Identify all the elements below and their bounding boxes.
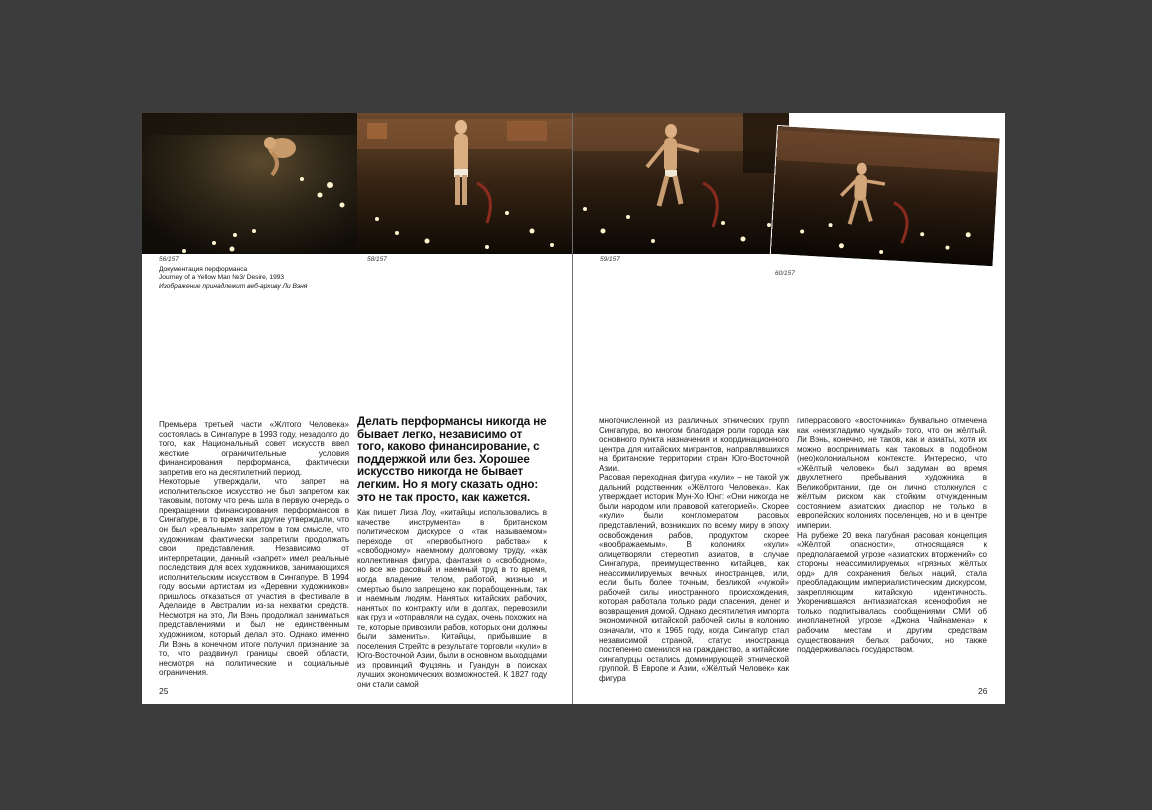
paragraph: Расовая переходная фигура «кули» – не такой уж дальний родственник «Жёлтого Человека». Как утверждает историк Мун-Хо Юнг: «Они никогда не были народом или правовой категорией». Скорее «кули» были конгломератом расовых представлений, возникших по всему миру в эпоху освобождения рабов, продуктом скорее «воображаемым». В колониях «кули» олицетворяли стереотип азиатов, в случае Сингапура, преимущественно китайцев, как неассимилируемых вечных иностранцев, или, если быть более точным, безликой «чужой» рабочей силы иностранного происхождения, которая работала только ради спасения, денег и возвращения домой. Однако десятилетия импорта экономичной китайской рабочей силы в колонию означали, что к 1965 году, когда Сингапур стал независимой страной, статус иностранца постепенно сменился на гражданство, а китайские сингапурцы остались доминирующей этнической группой. В Европе и Азии, «Жёлтый Человек» как фигура: [599, 473, 789, 683]
right-column-2: [797, 416, 987, 655]
paragraph: Премьера третьей части «Жлтого Человека» состоялась в Сингапуре в 1993 году, незадолго до того, как Национальный совет искусств ввел жесткие ограничительные условия финансирования перформанса, фактически запретив его на десятилетний период.: [159, 420, 349, 477]
performance-photo-2: [357, 113, 573, 254]
photo-number-2: 58/157: [367, 256, 387, 263]
photo-caption: [159, 266, 359, 291]
photo-number-4: 60/157: [775, 270, 795, 277]
performance-photo-1: [142, 113, 357, 254]
paragraph: Как пишет Лиза Лоу, «китайцы использовались в качестве инструмента» в британском политическом дискурсе о «так называемом» переходе от «первобытного рабства» к «свободному» наемному долговому труду, «как коллективная фигура, фантазия о «свободном», но все же расовый и наемный труд в то время, когда владение телом, работой, жизнью и смертью было запрещено как порабощенным, так и наемным людям. Нанятых китайских рабочих, нанятых по контракту или в долгах, перевозили как груз и «отправляли на судах, очень похожих на те, которые привозили рабов, которых они должны были заменить». Китайцы, прибывшие в поселения Стрейтс в результате торговли «кули» в Юго-Восточной Азии, были в основном выходцами из провинций Фуцзянь и Гуандун в поисках лучших экономических возможностей. К 1827 году они стали самой: [357, 508, 547, 689]
paragraph: Некоторые утверждали, что запрет на исполнительское искусство не был запретом как таковым, потому что речь шла в первую очередь о прекращении финансирования перформансов в Сингапуре, в то время как другие утверждали, что он был «реальным» запретом в том смысле, что художникам фактически запретили продолжать свои представления. Независимо от интерпретации, данный «запрет» имел реальные последствия для всех художников, занимающихся исполнительским искусством в Сингапуре. В 1994 году восьми артистам из «Деревни художников» пришлось отказаться от участия в фестивале в Аделаиде в Австралии из-за нехватки средств. Несмотря на это, Ли Вэнь продолжал заниматься представлениями и был не единственным художником, который делал это. Однако именно Ли Вэнь в конечном итоге получил признание за то, что раздвинул границы своей области, несмотря на политические и социальные ограничения.: [159, 477, 349, 678]
paragraph: многочисленной из различных этнических групп Сингапура, во многом благодаря роли города как основного пункта назначения и координационного центра для китайских мигрантов, направлявшихся на британские территории стран Юго-Восточной Азии.: [599, 416, 789, 473]
page-number-left: 25: [159, 686, 169, 696]
paragraph: На рубеже 20 века пагубная расовая концепция «Жёлтой опасности», относящаяся к предполагаемой угрозе «азиатских вторжений» со стороны неассимилируемых «грязных жёлтых орд» для сохранения белых наций, стала преобладающим империалистическим дискурсом, закрепляющим китайскую идентичность. Укоренившаяся антиазиатская ксенофобия не только подпитывалась сообщениями СМИ об инопланетной угрозе «Джона Чайнамена» к рабочим местам и другим средствам существования белых рабочих, но также поддерживалась государством.: [797, 530, 987, 655]
caption-credit: Изображение принадлежит веб-архиву Ли Вэня: [159, 282, 308, 290]
pull-quote: Делать перформансы никогда не бывает легко, независимо от того, каково финансирование, с поддержкой или без. Хорошее искусство никогда не бывает легким. Но я могу сказать одно: это не так просто, как кажется.: [357, 415, 547, 504]
page-gutter: [572, 113, 573, 704]
magazine-spread: [142, 113, 1005, 704]
page-number-right: 26: [978, 686, 988, 696]
photo-number-1: 56/157: [159, 256, 179, 263]
right-column-1: [599, 416, 789, 683]
performance-photo-3: [573, 113, 789, 254]
left-column-2: [357, 416, 547, 690]
caption-subtitle: Journey of a Yellow Man №3/ Desire, 1993: [159, 274, 285, 282]
caption-title: Документация перформанса: [159, 266, 248, 273]
performance-photo-4: [771, 126, 1000, 266]
photo-number-3: 59/157: [600, 256, 620, 263]
left-column-1: [159, 420, 349, 678]
paragraph: гиперрасового «восточника» буквально отмечена как «неизгладимо чуждый» того, что он жёлтый. Ли Вэнь, конечно, не таков, как и азиаты, хотя их можно воспринимать как таковых в подобном (нео)колониальном контексте. Интересно, что «Жёлтый человек» был задуман во время двухлетнего пребывания художника в Великобритании, где он лично столкнулся с жёлтым риском как стойким отчужденным состоянием азиатских диаспор не только в европейских колониях поселенцев, но и в центре империи.: [797, 416, 987, 531]
